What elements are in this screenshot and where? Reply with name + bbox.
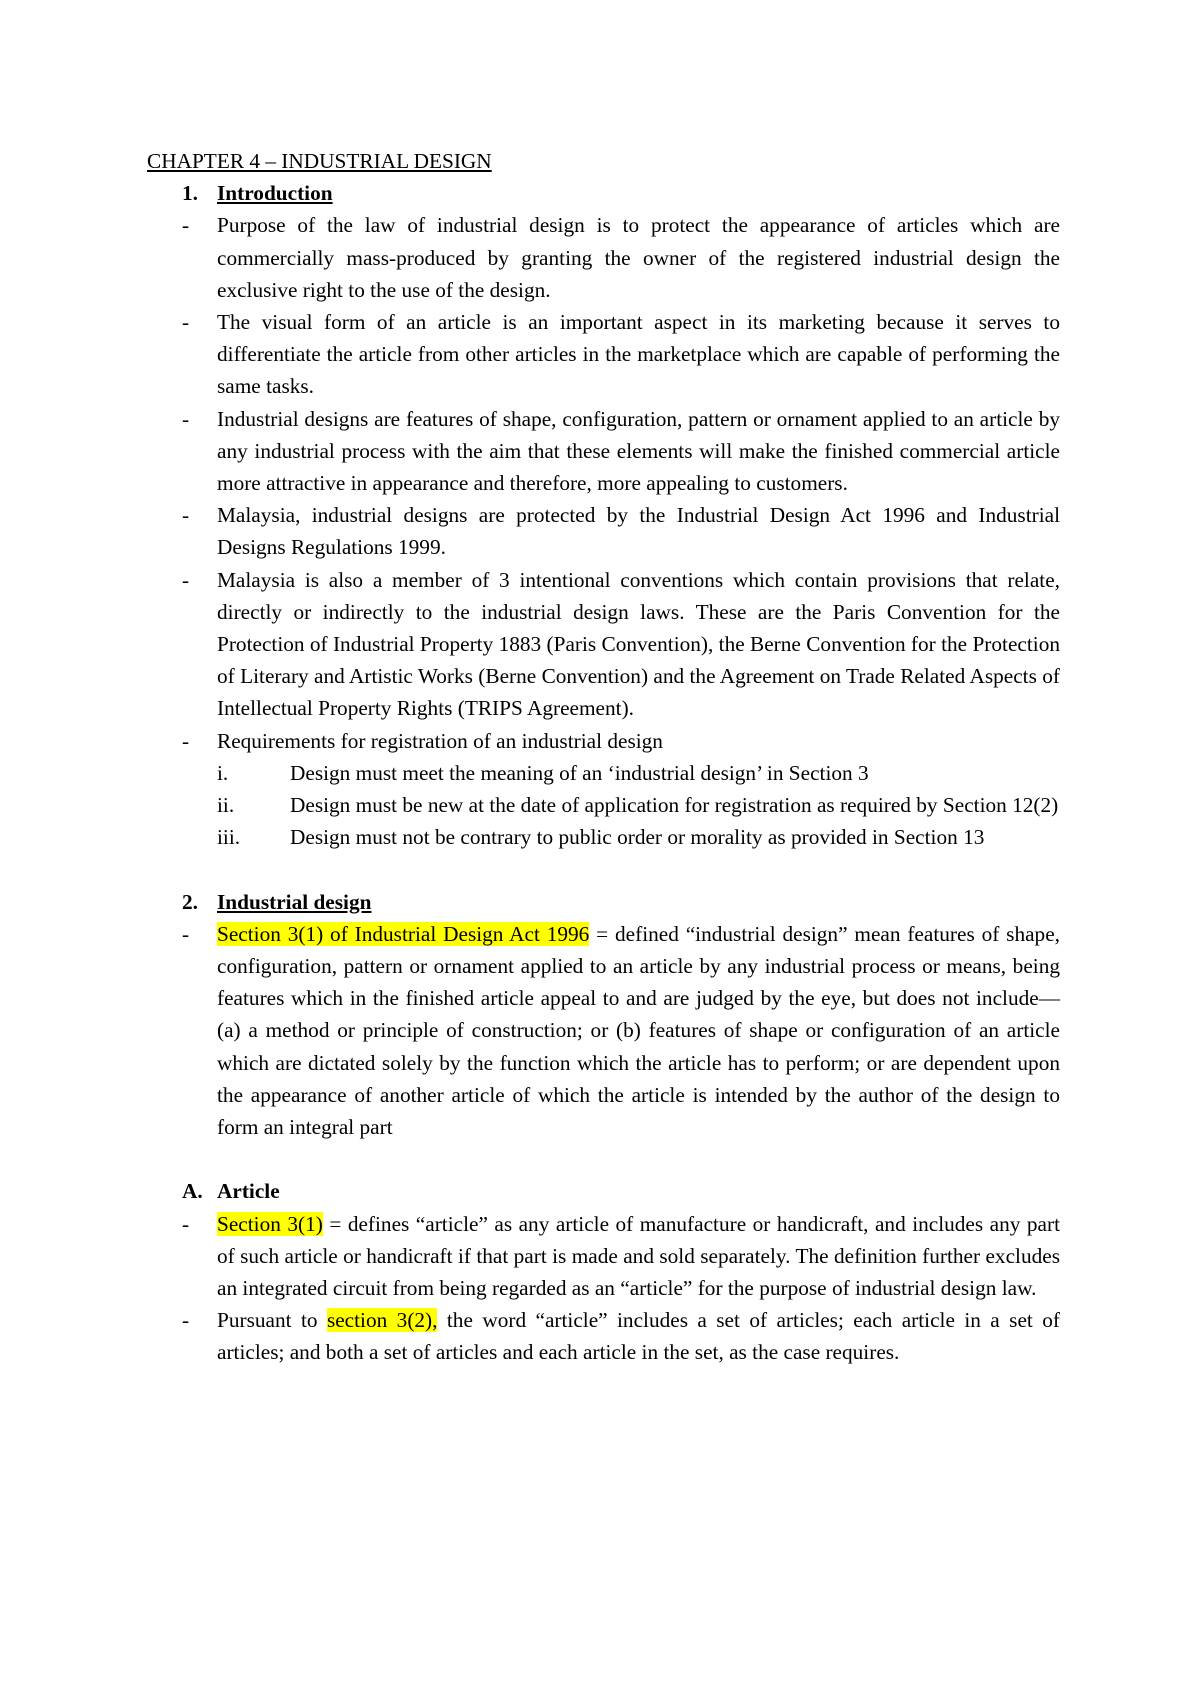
requirement-text: Design must not be contrary to public order or morality as provided in Section 13 (290, 825, 985, 850)
list-item (147, 918, 1060, 1143)
section-heading-industrial-design (147, 886, 1060, 918)
requirement-item (217, 821, 1060, 853)
section-title: Introduction (217, 181, 333, 206)
bullet-text: Requirements for registration of an industrial design (217, 728, 663, 753)
section-number: 1. (182, 181, 198, 206)
requirement-item (217, 789, 1060, 821)
bullet-text: The visual form of an article is an important aspect in its marketing because it serves to differentiate the article from other articles in the marketplace which are capable of performing the same tasks. (217, 310, 1060, 399)
dash-bullet: - (182, 310, 190, 335)
highlighted-citation: section 3(2), (326, 1308, 438, 1333)
roman-numeral: ii. (217, 793, 235, 818)
chapter-title: CHAPTER 4 – INDUSTRIAL DESIGN (147, 149, 492, 173)
section-number: A. (182, 1179, 203, 1204)
list-item (147, 1304, 1060, 1368)
requirement-item (217, 757, 1060, 789)
bullet-text: Purpose of the law of industrial design is to protect the appearance of articles which are commercially mass-produced by granting the owner of the registered industrial design the exclusive right to the use of the design. (217, 213, 1060, 302)
bullet-text: Industrial designs are features of shape, configuration, pattern or ornament applied to an article by any industrial process with the aim that these elements will make the finished commercial article more attractive in appearance and therefore, more appealing to customers. (217, 406, 1060, 496)
highlighted-citation: Section 3(1) of Industrial Design Act 1996 (217, 921, 590, 946)
section-heading-introduction (147, 177, 1060, 209)
requirement-text: Design must meet the meaning of an ‘industrial design’ in Section 3 (290, 760, 869, 785)
industrial-design-bullets (147, 918, 1060, 1143)
dash-bullet: - (182, 503, 190, 528)
spacer (147, 853, 1060, 885)
spacer (147, 1143, 1060, 1175)
article-bullets (147, 1208, 1060, 1369)
bullet-text: Malaysia, industrial designs are protected by the Industrial Design Act 1996 and Industrial Designs Regulations 1999. (217, 503, 1060, 560)
list-item (147, 1208, 1060, 1305)
introduction-bullets (147, 209, 1060, 853)
list-item (147, 306, 1060, 403)
list-item (147, 564, 1060, 725)
document-body (147, 145, 1060, 1369)
bullet-text: Malaysia is also a member of 3 intentional conventions which contain provisions that relate, directly or indirectly to the industrial design laws. These are the Paris Convention for the Protection of Industrial Property 1883 (Paris Convention), the Berne Convention for the Protection of Literary and Artistic Works (Berne Convention) and the Agreement on Trade Related Aspects of Intellectual Property Rights (TRIPS Agreement). (217, 567, 1060, 721)
list-item (147, 209, 1060, 306)
requirements-list (217, 757, 1060, 854)
section-heading-article (147, 1175, 1060, 1207)
dash-bullet: - (182, 567, 190, 592)
section-title: Industrial design (217, 889, 372, 914)
dash-bullet: - (182, 1211, 190, 1236)
dash-bullet: - (182, 406, 190, 431)
bullet-text: = defines “article” as any article of manufacture or handicraft, and includes any part of such article or handicraft if that part is made and sold separately. The definition further excludes an integrated circuit from being regarded as an “article” for the purpose of industrial design law. (217, 1211, 1060, 1301)
dash-bullet: - (182, 921, 190, 946)
dash-bullet: - (182, 728, 190, 753)
list-item (147, 499, 1060, 563)
section-number: 2. (182, 889, 198, 914)
bullet-text: the word “article” includes a set of articles; each article in a set of articles; and both a set of articles and each article in the set, as the case requires. (217, 1308, 1060, 1365)
bullet-text: = defined “industrial design” mean features of shape, configuration, pattern or ornament applied to an article by any industrial process or means, being features which in the finished article appeal to and are judged by the eye, but does not include— (a) a method or principle of construction; or (b) features of shape or configuration of an article which are dictated solely by the function which the article has to perform; or are dependent upon the appearance of another article of which the article is intended by the author of the design to form an integral part (217, 921, 1060, 1140)
highlighted-citation: Section 3(1) (217, 1211, 323, 1236)
roman-numeral: iii. (217, 825, 241, 850)
list-item (147, 725, 1060, 854)
dash-bullet: - (182, 213, 190, 238)
list-item (147, 403, 1060, 500)
section-title: Article (217, 1179, 280, 1204)
roman-numeral: i. (217, 760, 229, 785)
bullet-text: Pursuant to (217, 1308, 327, 1333)
requirement-text: Design must be new at the date of application for registration as required by Section 12(2) (290, 793, 1059, 818)
dash-bullet: - (182, 1308, 190, 1333)
